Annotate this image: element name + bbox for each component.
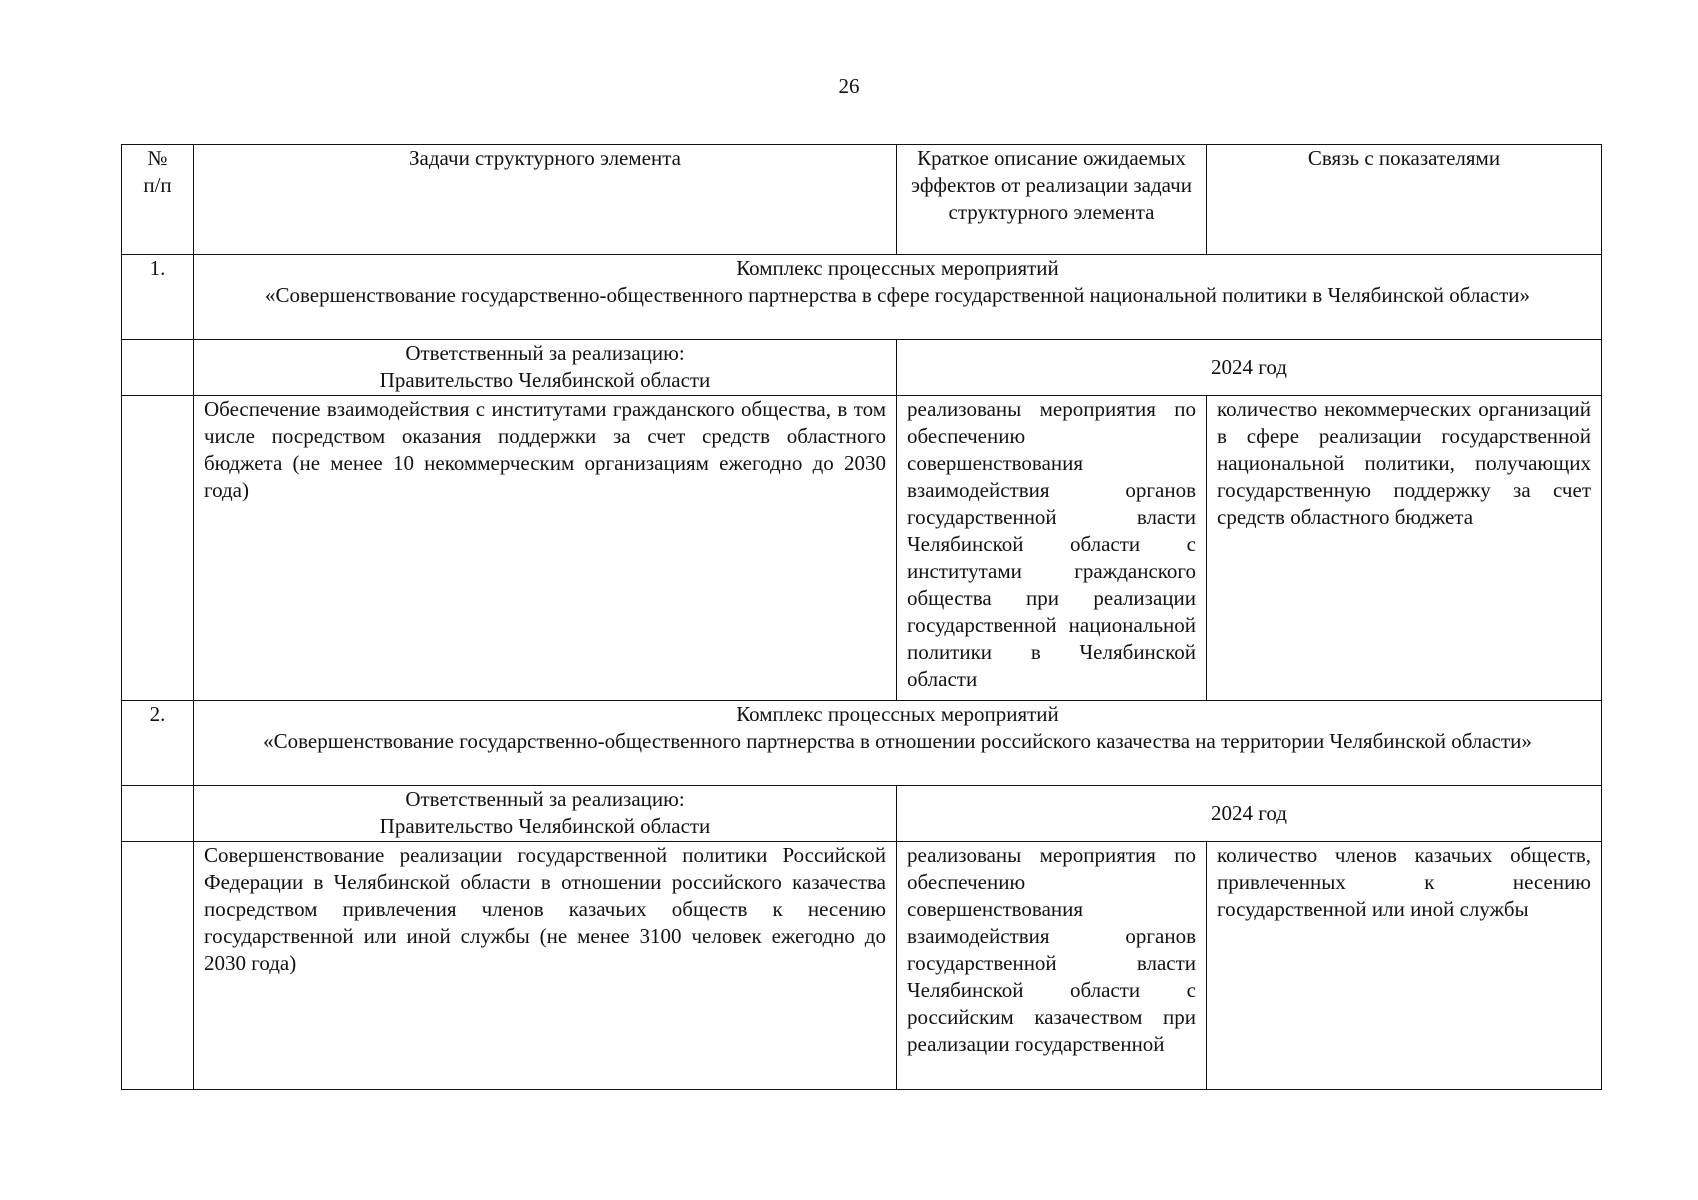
effect-text: реализованы мероприятия по обеспечению совершенствования взаимодействия органов государственной власти Челябинской области с российским казачеством при реализации государственной bbox=[897, 842, 1207, 1090]
empty-cell bbox=[122, 786, 194, 842]
table-header-row bbox=[122, 145, 1602, 255]
section-number: 2. bbox=[122, 701, 194, 786]
responsible-cell bbox=[194, 340, 897, 396]
section-number: 1. bbox=[122, 255, 194, 340]
page-number: 26 bbox=[838, 74, 860, 98]
task-row bbox=[122, 842, 1602, 1090]
responsible-row bbox=[122, 786, 1602, 842]
task-row bbox=[122, 396, 1602, 701]
responsible-row bbox=[122, 340, 1602, 396]
section-title-line2: «Совершенствование государственно-общественного партнерства в отношении российского казачества на территории Челябинской области» bbox=[263, 729, 1532, 753]
empty-cell bbox=[122, 396, 194, 701]
section-title-line1: Комплекс процессных мероприятий bbox=[736, 702, 1059, 726]
header-effects: Краткое описание ожидаемых эффектов от реализации задачи структурного элемента bbox=[897, 145, 1207, 255]
header-num: № п/п bbox=[122, 145, 194, 255]
responsible-label: Ответственный за реализацию: bbox=[405, 787, 685, 811]
effect-text: реализованы мероприятия по обеспечению совершенствования взаимодействия органов государственной власти Челябинской области с институтами гражданского общества при реализации государственной национальной политики в Челябинской области bbox=[897, 396, 1207, 701]
section-title-row bbox=[122, 701, 1602, 786]
year-cell: 2024 год bbox=[897, 786, 1602, 842]
section-title-line2: «Совершенствование государственно-общественного партнерства в сфере государственной национальной политики в Челябинской области» bbox=[265, 283, 1530, 307]
indicator-text: количество членов казачьих обществ, привлеченных к несению государственной или иной службы bbox=[1207, 842, 1602, 1090]
responsible-label: Ответственный за реализацию: bbox=[405, 341, 685, 365]
responsible-name: Правительство Челябинской области bbox=[379, 814, 711, 838]
task-text: Совершенствование реализации государственной политики Российской Федерации в Челябинской области в отношении российского казачества посредством привлечения членов казачьих обществ к несению государственной или иной службы (не менее 3100 человек ежегодно до 2030 года) bbox=[194, 842, 897, 1090]
responsible-name: Правительство Челябинской области bbox=[379, 368, 711, 392]
section-title bbox=[194, 701, 1602, 786]
structural-elements-table bbox=[121, 144, 1602, 1090]
header-link: Связь с показателями bbox=[1207, 145, 1602, 255]
section-title-row bbox=[122, 255, 1602, 340]
empty-cell bbox=[122, 340, 194, 396]
section-title-line1: Комплекс процессных мероприятий bbox=[736, 256, 1059, 280]
header-tasks: Задачи структурного элемента bbox=[194, 145, 897, 255]
year-cell: 2024 год bbox=[897, 340, 1602, 396]
indicator-text: количество некоммерческих организаций в сфере реализации государственной национальной политики, получающих государственную поддержку за счет средств областного бюджета bbox=[1207, 396, 1602, 701]
task-text: Обеспечение взаимодействия с институтами гражданского общества, в том числе посредством оказания поддержки за счет средств областного бюджета (не менее 10 некоммерческим организациям ежегодно до 2030 года) bbox=[194, 396, 897, 701]
responsible-cell bbox=[194, 786, 897, 842]
empty-cell bbox=[122, 842, 194, 1090]
section-title bbox=[194, 255, 1602, 340]
